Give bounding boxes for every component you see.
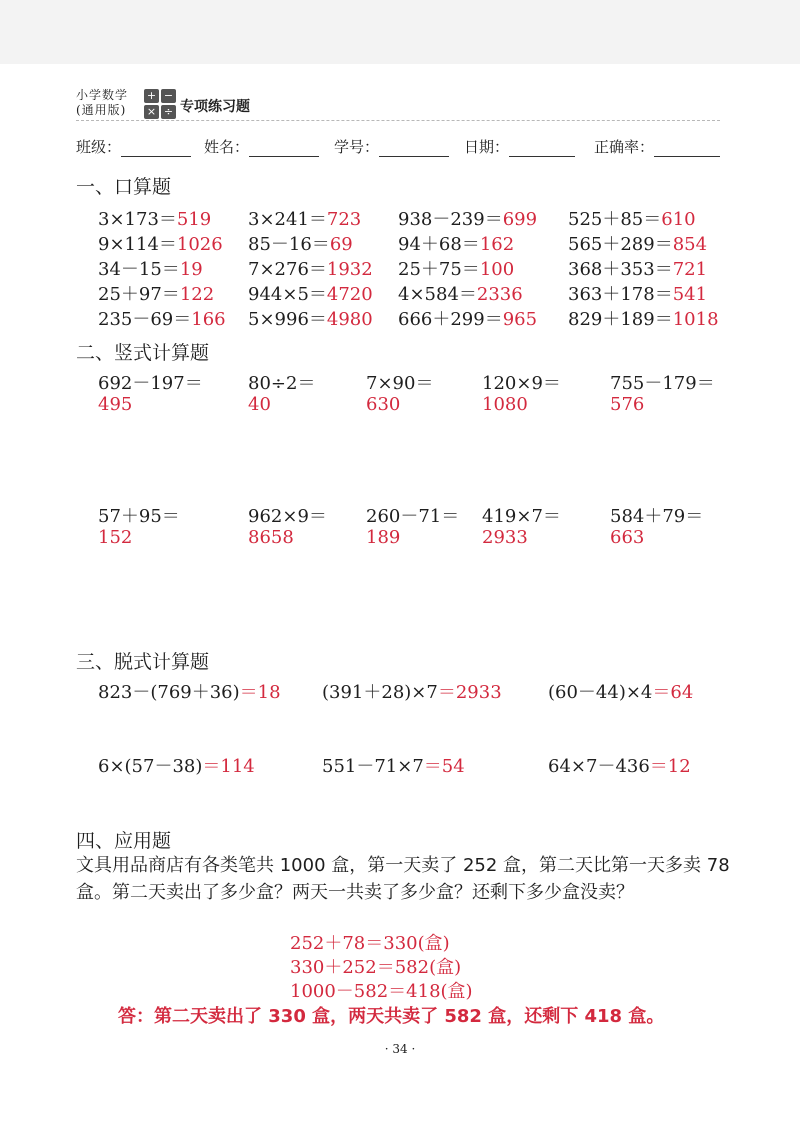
vertical-answer: 40	[248, 394, 271, 415]
math-operators-logo	[144, 89, 177, 119]
scan-top-band	[0, 0, 800, 64]
oral-problem: 944×5＝4720	[248, 284, 373, 305]
section-oral-title: 一、口算题	[76, 176, 172, 198]
stepwise-problem: 823－(769＋36)＝18	[98, 682, 281, 703]
oral-problem: 525＋85＝610	[568, 209, 696, 230]
oral-problem: 4×584＝2336	[398, 284, 523, 305]
date-field	[464, 136, 575, 157]
vertical-answer: 495	[98, 394, 133, 415]
oral-problem: 25＋75＝100	[398, 259, 515, 280]
times-icon: ×	[144, 105, 159, 119]
solution-step: 1000－582＝418(盒)	[290, 981, 473, 1002]
final-answer: 答：第二天卖出了 330 盒，两天共卖了 582 盒，还剩下 418 盒。	[118, 1006, 665, 1027]
oral-problem: 94＋68＝162	[398, 234, 515, 255]
name-blank[interactable]	[249, 142, 319, 157]
vertical-problem: 692－197＝	[98, 373, 203, 394]
brand-line-1: 小学数学	[76, 88, 129, 102]
oral-problem: 5×996＝4980	[248, 309, 373, 330]
stepwise-problem: (60－44)×4＝64	[548, 682, 694, 703]
divide-icon: ÷	[161, 105, 176, 119]
section-word-problem-title: 四、应用题	[76, 830, 172, 852]
word-problem-text: 文具用品商店有各类笔共 1000 盒，第一天卖了 252 盒，第二天比第一天多卖 78 盒。第二天卖出了多少盒？两天一共卖了多少盒？还剩下多少盒没卖？	[76, 855, 730, 903]
oral-problem: 3×241＝723	[248, 209, 362, 230]
vertical-answer: 663	[610, 527, 645, 548]
plus-icon: +	[144, 89, 159, 103]
stepwise-problem: 64×7－436＝12	[548, 756, 691, 777]
vertical-answer: 152	[98, 527, 133, 548]
solution-step: 252＋78＝330(盒)	[290, 933, 450, 954]
stepwise-problem: 6×(57－38)＝114	[98, 756, 255, 777]
brand-label	[76, 88, 128, 118]
oral-problem: 363＋178＝541	[568, 284, 708, 305]
class-label: 班级：	[76, 138, 122, 156]
brand-line-2: (通用版)	[76, 103, 127, 117]
vertical-problem: 120×9＝	[482, 373, 561, 394]
vertical-problem: 962×9＝	[248, 506, 327, 527]
vertical-answer: 1080	[482, 394, 528, 415]
oral-problem: 565＋289＝854	[568, 234, 708, 255]
oral-problem: 829＋189＝1018	[568, 309, 719, 330]
vertical-answer: 189	[366, 527, 401, 548]
section-vertical-title: 二、竖式计算题	[76, 342, 210, 364]
oral-problem: 85－16＝69	[248, 234, 353, 255]
oral-problem: 235－69＝166	[98, 309, 226, 330]
vertical-problem: 260－71＝	[366, 506, 460, 527]
stepwise-problem: (391＋28)×7＝2933	[322, 682, 502, 703]
vertical-problem: 80÷2＝	[248, 373, 316, 394]
oral-problem: 666＋299＝965	[398, 309, 538, 330]
oral-problem: 9×114＝1026	[98, 234, 223, 255]
vertical-problem: 57＋95＝	[98, 506, 180, 527]
student-id-label: 学号：	[334, 138, 380, 156]
vertical-answer: 630	[366, 394, 401, 415]
name-label: 姓名：	[204, 138, 250, 156]
accuracy-field	[594, 136, 720, 157]
vertical-problem: 755－179＝	[610, 373, 715, 394]
vertical-problem: 419×7＝	[482, 506, 561, 527]
oral-problem: 34－15＝19	[98, 259, 203, 280]
oral-problem: 368＋353＝721	[568, 259, 708, 280]
date-label: 日期：	[464, 138, 510, 156]
accuracy-blank[interactable]	[654, 142, 720, 157]
student-id-field	[334, 136, 449, 157]
class-field	[76, 136, 191, 157]
oral-problem: 25＋97＝122	[98, 284, 215, 305]
vertical-answer: 2933	[482, 527, 528, 548]
oral-problem: 7×276＝1932	[248, 259, 373, 280]
vertical-answer: 576	[610, 394, 645, 415]
student-id-blank[interactable]	[379, 142, 449, 157]
date-blank[interactable]	[509, 142, 575, 157]
solution-step: 330＋252＝582(盒)	[290, 957, 462, 978]
stepwise-problem: 551－71×7＝54	[322, 756, 465, 777]
name-field	[204, 136, 319, 157]
oral-problem: 3×173＝519	[98, 209, 212, 230]
oral-problem: 938－239＝699	[398, 209, 538, 230]
minus-icon: −	[161, 89, 176, 103]
vertical-problem: 584＋79＝	[610, 506, 704, 527]
section-stepwise-title: 三、脱式计算题	[76, 651, 210, 673]
vertical-problem: 7×90＝	[366, 373, 434, 394]
series-title: 专项练习题	[180, 99, 250, 115]
page-number: · 34 ·	[384, 1042, 416, 1056]
accuracy-label: 正确率：	[594, 138, 655, 156]
class-blank[interactable]	[121, 142, 191, 157]
page-header	[76, 86, 720, 121]
vertical-answer: 8658	[248, 527, 294, 548]
